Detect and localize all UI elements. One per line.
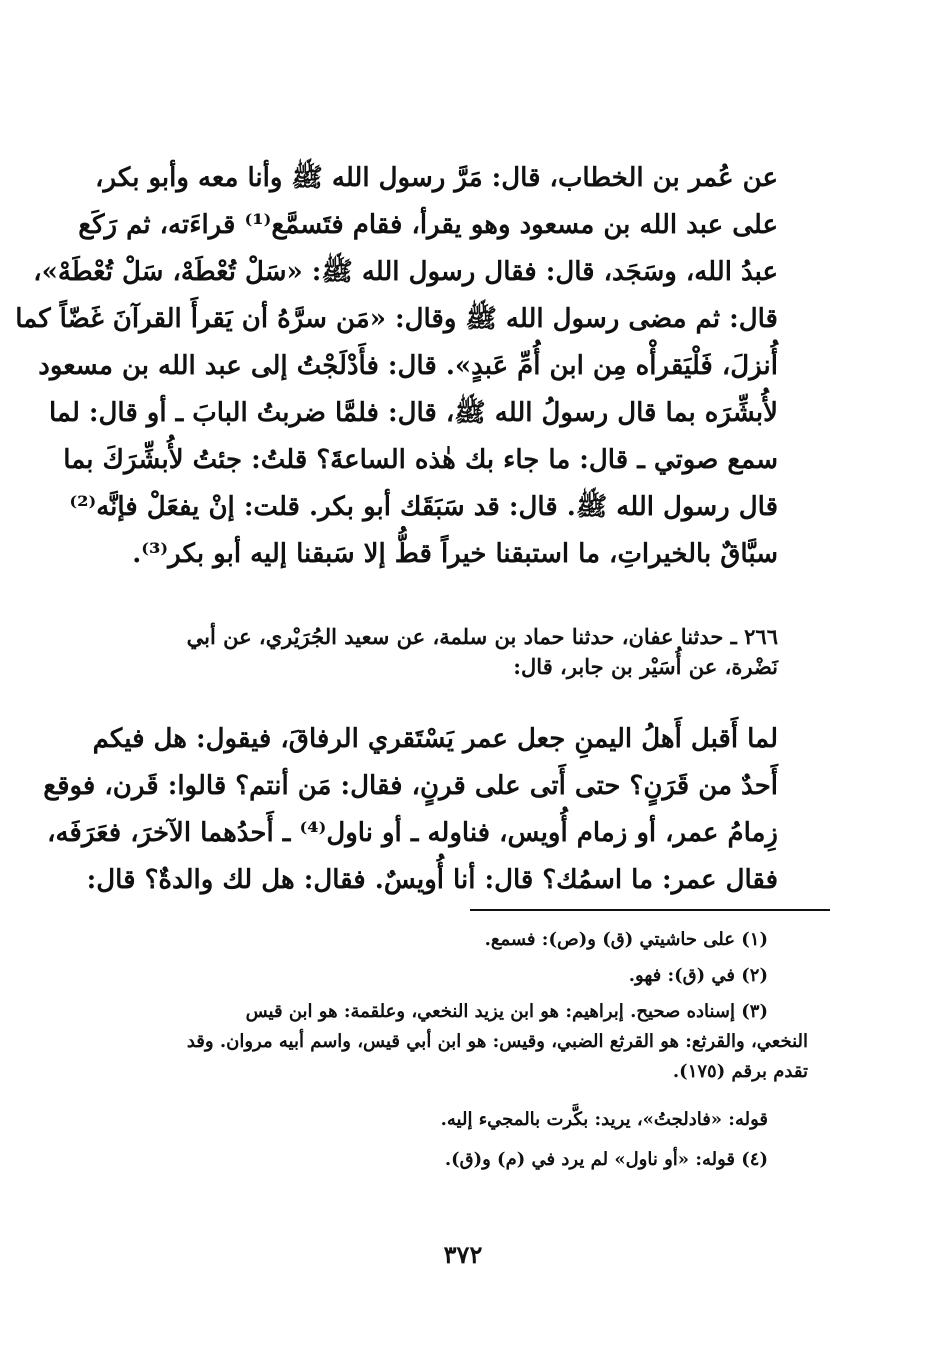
isnad-line: نَضْرة، عن أُسَيْر بن جابر، قال:	[513, 654, 778, 679]
text-line: فقال عمر: ما اسمُك؟ قال: أنا أُويسٌ. فقال: هل لك والدةٌ؟ قال:	[86, 865, 778, 895]
footnote: النخعي، والقرثع: هو القرثع الضبي، وقيس: هو ابن أبي قيس، واسم أبيه مروان. وقد	[186, 1031, 808, 1052]
footnote-separator	[470, 909, 830, 911]
hadith-266-isnad	[118, 622, 778, 682]
footnote: (٤) قوله: «أو ناول» لم يرد في (م) و(ق).	[444, 1149, 768, 1170]
text-line: أُنزلَ، فَلْيَقرأْه مِن ابن أُمِّ عَبدٍ». قال: فأَدْلَجْتُ إلى عبد الله بن مسعود	[38, 351, 778, 381]
text-line: سمع صوتي ـ قال: ما جاء بك هٰذه الساعةَ؟ قلتُ: جئتُ لأُبشِّرَكَ بما	[63, 445, 778, 475]
footnote: (٣) إسناده صحيح. إبراهيم: هو ابن يزيد النخعي، وعلقمة: هو ابن قيس	[245, 1001, 768, 1022]
text-line: على عبد الله بن مسعود وهو يقرأ، فقام فتَسمَّع⁽¹⁾ قراءَته، ثم رَكَع	[78, 210, 778, 240]
footnote: قوله: «فادلجتُ»، يريد: بكَّرت بالمجيء إليه.	[440, 1109, 768, 1130]
hadith-266-text	[43, 716, 778, 904]
text-line: زِمامُ عمر، أو زمام أُويس، فناوله ـ أو ناول⁽⁴⁾ ـ أَحدُهما الآخرَ، فعَرَفَه،	[47, 818, 778, 848]
text-line: عن عُمر بن الخطاب، قال: مَرَّ رسول الله ﷺ وأنا معه وأبو بكر،	[95, 163, 778, 193]
footnotes	[118, 925, 808, 1175]
hadith-265-text	[15, 155, 778, 578]
text-line: قال: ثم مضى رسول الله ﷺ وقال: «مَن سرَّهُ أن يَقرأَ القرآنَ غَضّاً كما	[15, 304, 778, 334]
footnote: تقدم برقم (١٧٥).	[672, 1061, 808, 1082]
text-line: سبَّاقٌ بالخيراتِ، ما استبقنا خيراً قطُّ إلا سَبقنا إليه أبو بكر⁽³⁾.	[132, 539, 778, 569]
text-line: أَحدٌ من قَرَنٍ؟ حتى أَتى على قرنٍ، فقال: مَن أنتم؟ قالوا: قَرن، فوقع	[43, 771, 778, 801]
text-line: عبدُ الله، وسَجَد، قال: فقال رسول الله ﷺ: «سَلْ تُعْطَهْ، سَلْ تُعْطَهْ»،	[33, 257, 778, 287]
isnad-line: ٢٦٦ ـ حدثنا عفان، حدثنا حماد بن سلمة، عن سعيد الجُرَيْري، عن أبي	[186, 624, 778, 649]
page-number: ٣٧٢	[443, 1240, 483, 1269]
footnote: (٢) في (ق): فهو.	[628, 965, 768, 986]
text-line: لما أَقبل أَهلُ اليمنِ جعل عمر يَسْتَقري الرفاقَ، فيقول: هل فيكم	[92, 724, 778, 754]
text-line: قال رسول الله ﷺ. قال: قد سَبَقَك أبو بكر. قلت: إنْ يفعَلْ فإنَّه⁽²⁾	[69, 492, 778, 522]
footnote: (١) على حاشيتي (ق) و(ص): فسمع.	[484, 929, 768, 950]
text-line: لأُبشِّرَه بما قال رسولُ الله ﷺ، قال: فلمَّا ضربتُ البابَ ـ أو قال: لما	[48, 398, 778, 428]
